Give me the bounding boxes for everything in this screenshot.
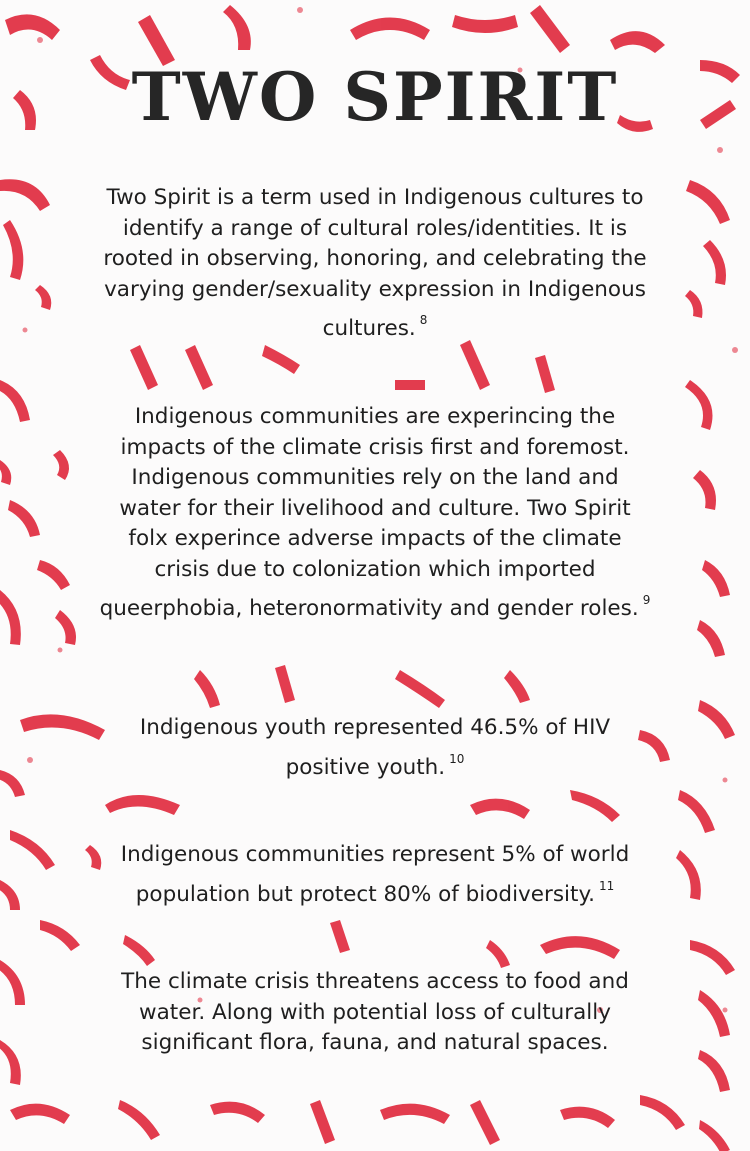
text-line: queerphobia, heteronormativity and gender roles.: [99, 596, 639, 621]
text-line-with-footnote: [50, 585, 700, 625]
paragraph-hiv-statistic: [50, 713, 700, 783]
text-line: folx experince adverse impacts of the climate: [128, 526, 622, 551]
paragraph-biodiversity-statistic: [50, 840, 700, 910]
text-line: rooted in observing, honoring, and celebrating the: [103, 246, 647, 271]
text-line: varying gender/sexuality expression in Indigenous: [104, 276, 646, 302]
text-line: Indigenous communities represent 5% of world: [120, 842, 630, 867]
text-line-with-footnote: [50, 871, 700, 911]
paragraph-food-water-threat: [50, 967, 700, 1059]
text-line: population but protect 80% of biodiversity.: [135, 881, 595, 907]
paragraph-two-spirit-definition: [50, 183, 700, 345]
text-line: water for their livelihood and culture. Two Spirit: [119, 495, 631, 521]
text-line-with-footnote: [50, 744, 700, 784]
text-line: positive youth.: [285, 754, 446, 780]
page-title: TWO SPIRIT: [131, 58, 619, 136]
text-line: water. Along with potential loss of culturally: [139, 999, 611, 1025]
footnote-marker: 11: [598, 878, 615, 893]
text-line: crisis due to colonization which imported: [154, 556, 596, 582]
text-line: Indigenous communities are experincing the: [134, 404, 616, 429]
text-line: Indigenous communities rely on the land and: [131, 465, 619, 490]
text-line: Two Spirit is a term used in Indigenous cultures to: [106, 185, 644, 210]
paragraph-climate-impacts: [50, 402, 700, 625]
text-line: Indigenous youth represented 46.5% of HIV: [139, 715, 611, 740]
text-line: The climate crisis threatens access to food and: [121, 969, 629, 994]
text-line-with-footnote: [50, 305, 700, 345]
footnote-marker: 10: [449, 751, 465, 766]
footnote-marker: 8: [419, 313, 428, 327]
text-line: cultures.: [322, 316, 416, 341]
text-line: significant flora, fauna, and natural spaces.: [141, 1030, 609, 1055]
footnote-marker: 9: [642, 593, 651, 607]
text-line: identify a range of cultural roles/identities. It is: [122, 215, 628, 241]
text-line: impacts of the climate crisis first and foremost.: [120, 434, 630, 460]
